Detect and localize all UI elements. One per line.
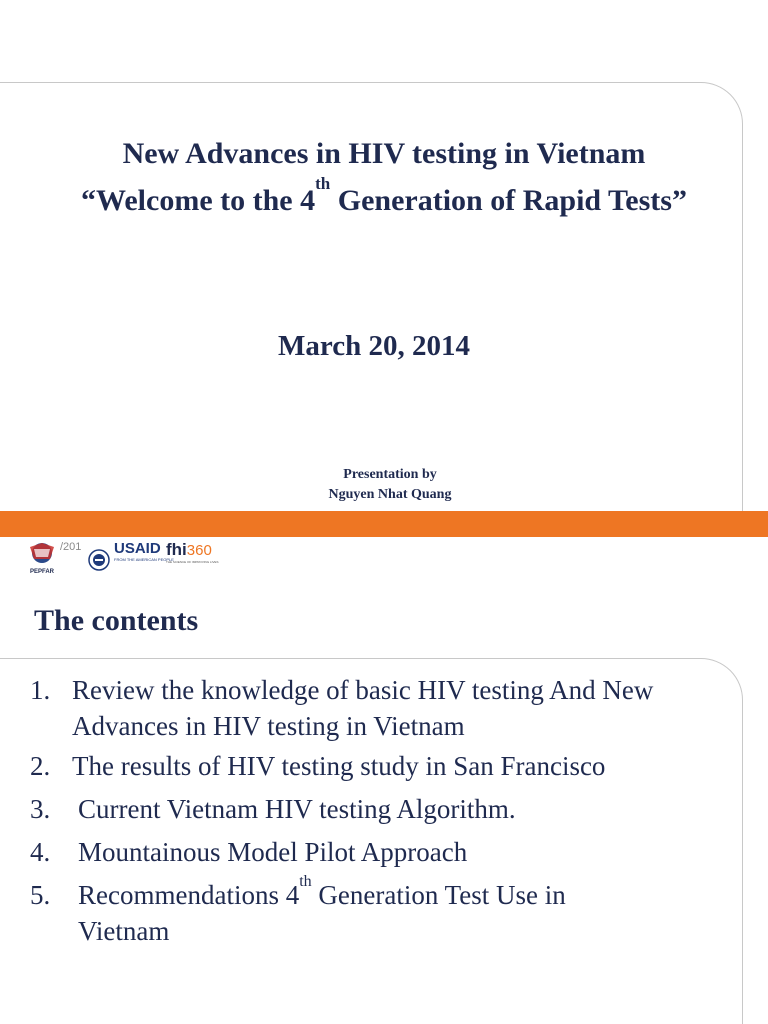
svg-text:PEPFAR: PEPFAR (29, 569, 55, 575)
accent-bar (0, 511, 768, 537)
presentation-date: March 20, 2014 (278, 330, 470, 362)
presenter-name: Nguyen Nhat Quang (328, 487, 452, 502)
footer-date-fragment: /201 (60, 541, 82, 553)
usaid-seal-icon (88, 542, 114, 576)
fhi360-logo: fhi360 THE SCIENCE OF IMPROVING LIVES (166, 540, 219, 564)
slide-title-line1: New Advances in HIV testing in Vietnam (122, 137, 646, 170)
presenter-label: Presentation by (343, 467, 437, 482)
contents-title: The contents (34, 604, 199, 637)
pepfar-logo (22, 539, 62, 575)
slide-title-line2: “Welcome to the 4th Generation of Rapid Tests” (81, 174, 687, 217)
usaid-logo: USAID FROM THE AMERICAN PEOPLE (114, 540, 174, 562)
contents-slide: The contents 1. Review the knowledge of basic HIV testing And New Advances in HIV testing in Vietnam 2. The results of HIV testing study in San Francisco 3. Current Vietnam HIV testing Algorithm. 4. Mountainous Model Pilot Approach 5. Recommendations 4th Generation Test Use in Vietnam (0, 580, 768, 1024)
footer-logos (0, 537, 768, 576)
